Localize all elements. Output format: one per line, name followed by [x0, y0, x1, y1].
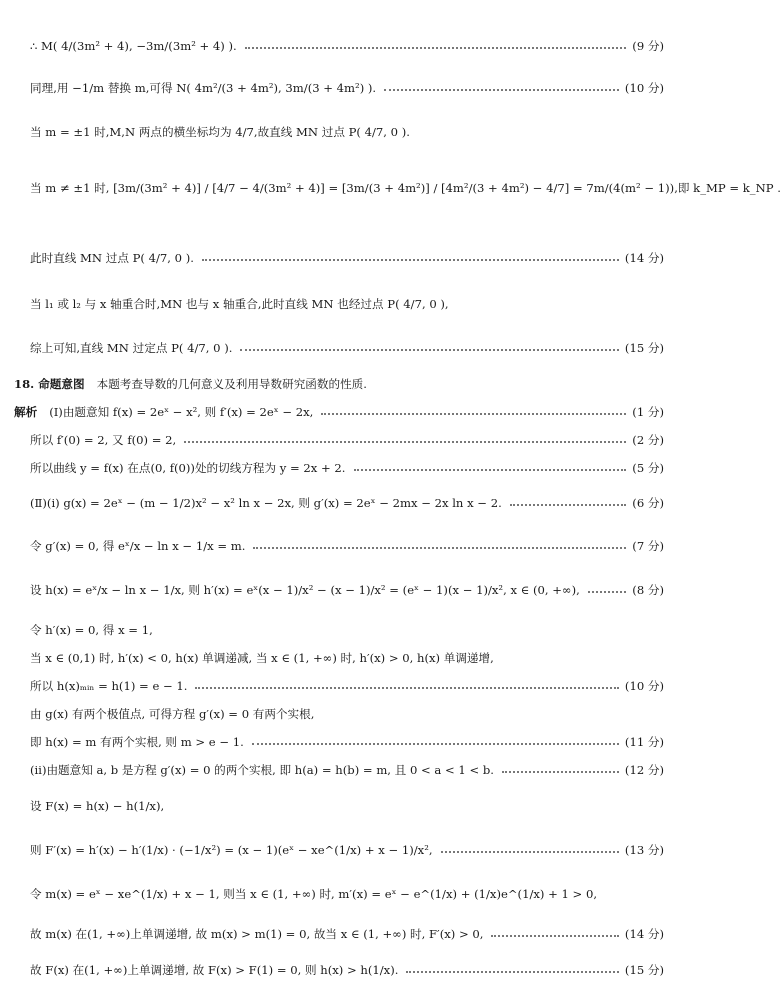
score-marker: (9 分) [632, 39, 664, 53]
line-text: 综上可知,直线 MN 过定点 P( 4/7, 0 ). [30, 341, 233, 355]
score-marker: (2 分) [632, 433, 664, 447]
dot-leader [384, 89, 619, 91]
line-text: 本题考查导数的几何意义及利用导数研究函数的性质. [96, 377, 367, 391]
line-text: 故 m(x) 在(1, +∞)上单调递增, 故 m(x) > m(1) = 0, 故当 x ∈ (1, +∞) 时, F′(x) > 0, [30, 927, 484, 941]
line-text: 故 F(x) 在(1, +∞)上单调递增, 故 F(x) > F(1) = 0, 则 h(x) > h(1/x). [30, 963, 399, 977]
dot-leader [321, 413, 626, 415]
line-text: 所以曲线 y = f(x) 在点(0, f(0))处的切线方程为 y = 2x + 2. [30, 461, 346, 475]
solution-line [30, 762, 664, 778]
solution-line [30, 80, 664, 96]
solution-line [14, 376, 664, 392]
dot-leader [354, 469, 627, 471]
solution-line [30, 296, 664, 312]
solution-line [30, 842, 664, 858]
line-text: 由 g(x) 有两个极值点, 可得方程 g′(x) = 0 有两个实根, [30, 707, 315, 721]
dot-leader [491, 935, 619, 937]
score-marker: (7 分) [632, 539, 664, 553]
line-text: (ⅱ)由题意知 a, b 是方程 g′(x) = 0 的两个实根, 即 h(a) = h(b) = m, 且 0 < a < 1 < b. [30, 763, 494, 777]
section-label: 解析 [14, 405, 38, 419]
solution-line [30, 926, 664, 942]
solution-line [30, 582, 664, 598]
solution-line [30, 180, 781, 196]
solution-line [30, 340, 664, 356]
dot-leader [253, 547, 626, 549]
score-marker: (14 分) [624, 251, 664, 265]
line-text: 当 m = ±1 时,M,N 两点的横坐标均为 4/7,故直线 MN 过点 P( 4/7, 0 ). [30, 125, 410, 139]
line-text: 当 x ∈ (0,1) 时, h′(x) < 0, h(x) 单调递减, 当 x ∈ (1, +∞) 时, h′(x) > 0, h(x) 单调递增, [30, 651, 494, 665]
line-text: 设 F(x) = h(x) − h(1/x), [30, 799, 165, 813]
line-text: 设 h(x) = eˣ/x − ln x − 1/x, 则 h′(x) = eˣ(x − 1)/x² − (x − 1)/x² = (eˣ − 1)(x − 1)/x², x ∈ (0, +∞), [30, 583, 580, 597]
solution-line [30, 886, 664, 902]
score-marker: (12 分) [624, 763, 664, 777]
line-text: 此时直线 MN 过点 P( 4/7, 0 ). [30, 251, 194, 265]
score-marker: (15 分) [624, 341, 664, 355]
score-marker: (6 分) [632, 496, 664, 510]
solution-line [30, 124, 664, 140]
dot-leader [406, 971, 619, 973]
line-text: 所以 h(x)ₘᵢₙ = h(1) = e − 1. [30, 679, 188, 693]
dot-leader [441, 851, 619, 853]
solution-line [30, 38, 664, 54]
solution-line [30, 706, 664, 722]
dot-leader [202, 259, 619, 261]
solution-line [30, 432, 664, 448]
dot-leader [588, 591, 626, 593]
section-label: 18. 命题意图 [14, 377, 85, 391]
dot-leader [195, 687, 618, 689]
solution-line [30, 678, 664, 694]
dot-leader [184, 441, 626, 443]
solution-line [14, 404, 664, 420]
line-text: (Ⅰ)由题意知 f(x) = 2eˣ − x², 则 f′(x) = 2eˣ − 2x, [49, 405, 314, 419]
solution-line [30, 250, 664, 266]
solution-line [30, 460, 664, 476]
line-text: 同理,用 −1/m 替换 m,可得 N( 4m²/(3 + 4m²), 3m/(3 + 4m²) ). [30, 81, 377, 95]
line-text: 令 m(x) = eˣ − xe^(1/x) + x − 1, 则当 x ∈ (1, +∞) 时, m′(x) = eˣ − e^(1/x) + (1/x)e^(1/x) + 1 > 0, [30, 887, 598, 901]
line-text: 当 l₁ 或 l₂ 与 x 轴重合时,MN 也与 x 轴重合,此时直线 MN 也经过点 P( 4/7, 0 ), [30, 297, 449, 311]
score-marker: (11 分) [624, 735, 664, 749]
score-marker: (15 分) [624, 963, 664, 977]
solution-line [30, 962, 664, 978]
score-marker: (10 分) [624, 679, 664, 693]
score-marker: (10 分) [624, 81, 664, 95]
line-text: 则 F′(x) = h′(x) − h′(1/x) · (−1/x²) = (x − 1)(eˣ − xe^(1/x) + x − 1)/x², [30, 843, 433, 857]
line-text: 当 m ≠ ±1 时, [3m/(3m² + 4)] / [4/7 − 4/(3m² + 4)] = [3m/(3 + 4m²)] / [4m²/(3 + 4m²) − 4/7] = 7m/(4(m² − 1)),即 k_MP = k_NP . [30, 181, 781, 195]
line-text: 令 g′(x) = 0, 得 eˣ/x − ln x − 1/x = m. [30, 539, 246, 553]
solution-line [30, 622, 664, 638]
line-text: 所以 f′(0) = 2, 又 f(0) = 2, [30, 433, 177, 447]
score-marker: (1 分) [632, 405, 664, 419]
line-text: 即 h(x) = m 有两个实根, 则 m > e − 1. [30, 735, 244, 749]
dot-leader [240, 349, 619, 351]
solution-line [30, 734, 664, 750]
dot-leader [510, 504, 627, 506]
score-marker: (14 分) [624, 927, 664, 941]
score-marker: (13 分) [624, 843, 664, 857]
line-text: ∴ M( 4/(3m² + 4), −3m/(3m² + 4) ). [30, 39, 237, 53]
solution-line [30, 650, 664, 666]
score-marker: (5 分) [632, 461, 664, 475]
dot-leader [245, 47, 627, 49]
line-text: (Ⅱ)(ⅰ) g(x) = 2eˣ − (m − 1/2)x² − x² ln x − 2x, 则 g′(x) = 2eˣ − 2mx − 2x ln x − 2. [30, 496, 502, 510]
dot-leader [502, 771, 619, 773]
solution-line [30, 495, 664, 511]
dot-leader [252, 743, 619, 745]
score-marker: (8 分) [632, 583, 664, 597]
solution-line [30, 798, 664, 814]
solution-line [30, 538, 664, 554]
line-text: 令 h′(x) = 0, 得 x = 1, [30, 623, 153, 637]
